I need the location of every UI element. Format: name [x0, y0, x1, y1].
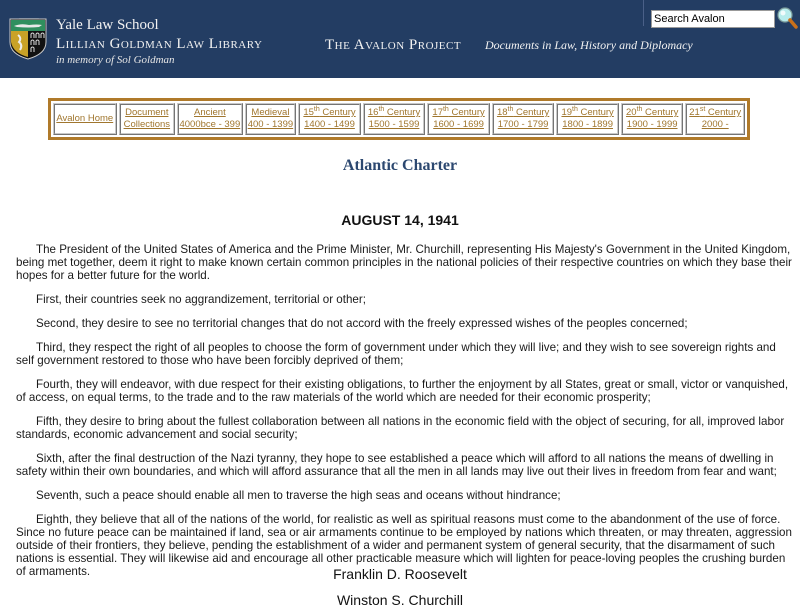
nav-17th-century[interactable]: 17th Century 1600 - 1699 — [427, 103, 490, 135]
memory-dedication: in memory of Sol Goldman — [56, 54, 175, 66]
nav-document-collections[interactable]: Document Collections — [119, 103, 176, 135]
search-input[interactable] — [651, 10, 775, 28]
document-title: Atlantic Charter — [342, 157, 458, 174]
project-subtitle: Documents in Law, History and Diplomacy — [485, 38, 693, 52]
site-header — [0, 0, 800, 78]
nav-medieval[interactable]: Medieval 400 - 1399 — [245, 103, 297, 135]
signature-roosevelt: Franklin D. Roosevelt — [333, 566, 467, 582]
paragraph-sixth: Sixth, after the final destruction of the Nazi tyranny, they hope to see established a peace which will afford to all nations the means of dwelling in safety within their own boundaries, and which will afford assurance that all the men in all lands may live out their lives in freedom from fear and want; — [16, 452, 777, 478]
magnifier-icon — [776, 6, 798, 30]
nav-19th-century[interactable]: 19th Century 1800 - 1899 — [556, 103, 619, 135]
document-body — [16, 243, 792, 589]
nav-15th-century[interactable]: 15th Century 1400 - 1499 — [298, 103, 361, 135]
nav-18th-century[interactable]: 18th Century 1700 - 1799 — [492, 103, 555, 135]
nav-21st-century[interactable]: 21st Century 2000 - — [685, 103, 745, 135]
paragraph-third: Third, they respect the right of all peoples to choose the form of government under which they will live; and they wish to see sovereign rights and self government restored to those who have been forcibly deprived of them; — [16, 341, 776, 367]
paragraph-seventh: Seventh, such a peace should enable all men to traverse the high seas and oceans without hindrance; — [36, 489, 561, 502]
nav-20th-century[interactable]: 20th Century 1900 - 1999 — [621, 103, 684, 135]
library-name[interactable]: Lillian Goldman Law Library — [56, 36, 263, 52]
yale-shield-icon[interactable] — [9, 18, 47, 60]
nav-avalon-home[interactable]: Avalon Home — [53, 103, 117, 135]
school-name[interactable]: Yale Law School — [56, 17, 159, 33]
paragraph-eighth: Eighth, they believe that all of the nations of the world, for realistic as well as spiritual reasons must come to the abandonment of the use of force. Since no future peace can be maintained if land, sea or air armaments continue to be employed by nations which threaten, or may threaten, aggression outside of their frontiers, they believe, pending the establishment of a wider and permanent system of general security, that the disarmament of such nations is essential. They will likewise aid and encourage all other practicable measure which will lighten for peace-loving peoples the crushing burden of armaments. — [16, 513, 792, 578]
project-name[interactable]: The Avalon Project — [325, 37, 462, 53]
nav-16th-century[interactable]: 16th Century 1500 - 1599 — [363, 103, 426, 135]
document-date: AUGUST 14, 1941 — [341, 212, 459, 228]
search-button[interactable] — [776, 6, 798, 30]
nav-ancient[interactable]: Ancient 4000bce - 399 — [177, 103, 243, 135]
paragraph-preamble: The President of the United States of America and the Prime Minister, Mr. Churchill, representing His Majesty's Government in the United Kingdom, being met together, deem it right to make known certain common principles in the national policies of their respective countries on which they base their hopes for a better future for the world. — [16, 243, 792, 282]
paragraph-fifth: Fifth, they desire to bring about the fullest collaboration between all nations in the economic field with the object of securing, for all, improved labor standards, economic advancement and social security; — [16, 415, 785, 441]
signature-churchill: Winston S. Churchill — [336, 592, 464, 608]
paragraph-second: Second, they desire to see no territorial changes that do not accord with the freely expressed wishes of the peoples concerned; — [36, 317, 688, 330]
header-divider — [643, 0, 644, 26]
paragraph-first: First, their countries seek no aggrandizement, territorial or other; — [36, 293, 366, 306]
era-navigation — [48, 98, 750, 140]
paragraph-fourth: Fourth, they will endeavor, with due respect for their existing obligations, to further the enjoyment by all States, great or small, victor or vanquished, of access, on equal terms, to the trade and to the raw materials of the world which are needed for their economic prosperity; — [16, 378, 789, 404]
